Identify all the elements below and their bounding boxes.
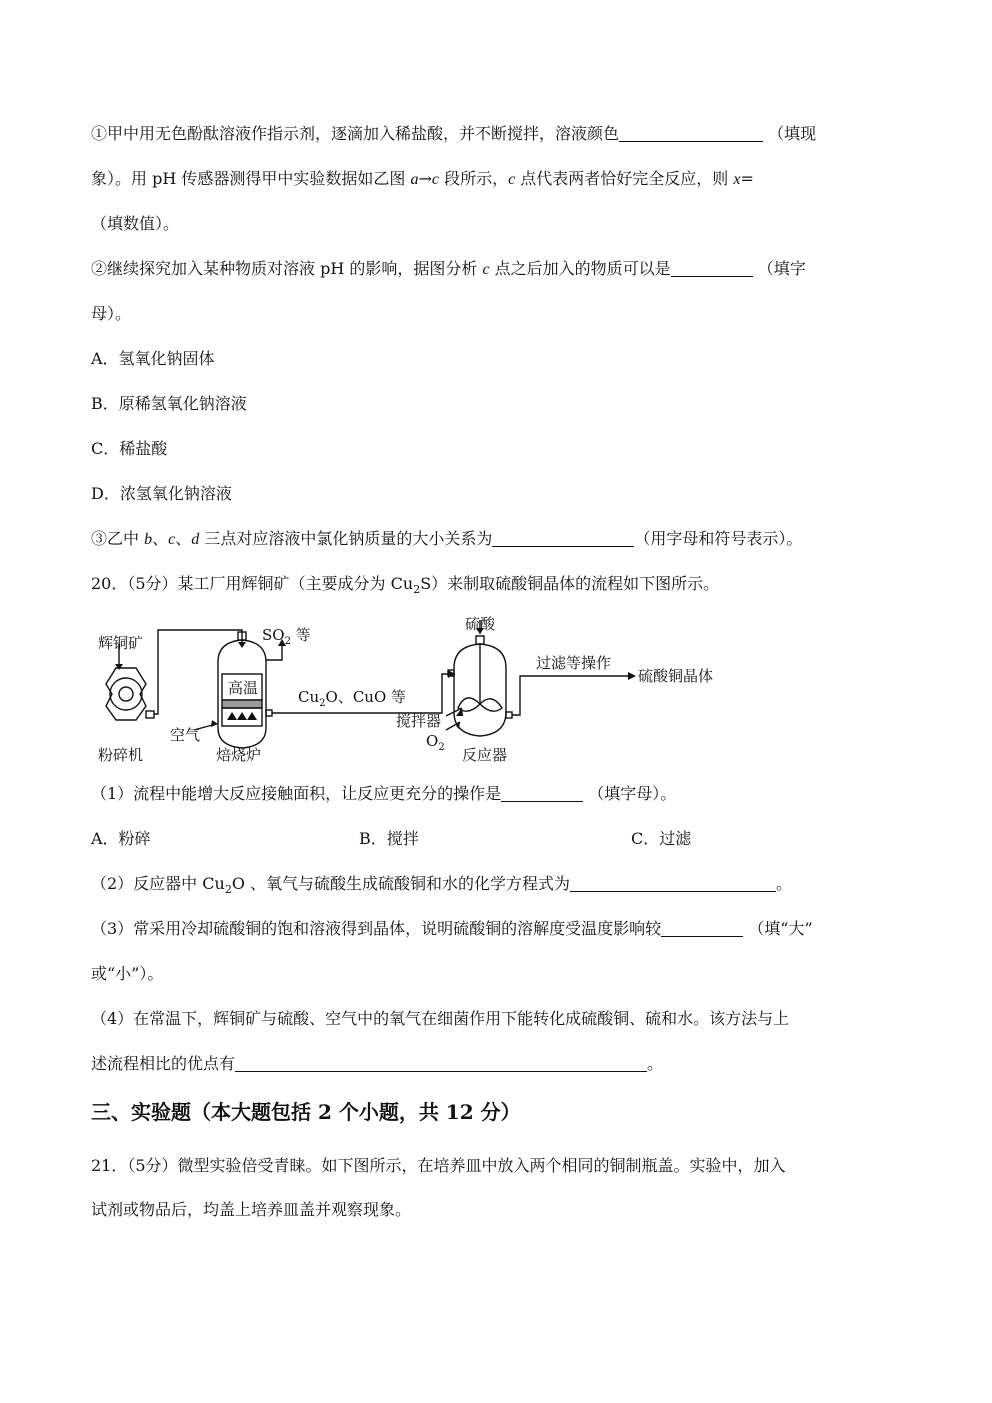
q21-line2: 试剂或物品后，均盖上培养皿盖并观察现象。 — [91, 1200, 412, 1219]
label-sulfuric-acid: 硫酸 — [465, 615, 496, 633]
q19-part1-line3: （填数值）。 — [91, 214, 180, 233]
label-ore: 辉铜矿 — [98, 634, 144, 652]
q20-text: （3）常采用冷却硫酸铜的饱和溶液得到晶体，说明硫酸铜的溶解度受温度影响较 — [91, 919, 662, 938]
answer-blank-relation[interactable] — [492, 528, 634, 547]
q19-option-c: C．稀盐酸 — [91, 439, 168, 458]
q19-text: 段所示， — [438, 169, 509, 188]
q20-sub1-option-c: C．过滤 — [631, 829, 692, 848]
reactor-vessel — [448, 636, 512, 736]
answer-blank-advantage[interactable] — [235, 1053, 647, 1072]
crusher-machine — [106, 668, 154, 720]
q20-text: 述流程相比的优点有 — [91, 1054, 236, 1073]
q19-option-a: A．氢氧化钠固体 — [91, 349, 215, 368]
q19-var: c — [482, 261, 490, 278]
section-heading: 三、实验题（本大题包括 2 个小题，共 12 分） — [91, 1100, 521, 1124]
q20-sub3 — [91, 918, 813, 940]
label-products: $Cu_2O$、CuO 等 — [298, 688, 407, 709]
label-stirrer: 搅拌器 — [396, 712, 442, 730]
q19-hint: （用字母和符号表示）。 — [634, 529, 803, 548]
q20-subscript: 2 — [224, 883, 232, 897]
q19-text: 点之后加入的物质可以是 — [489, 259, 671, 278]
label-furnace: 焙烧炉 — [216, 746, 262, 764]
reactor-to-product-line — [512, 676, 630, 715]
q19-var: c — [431, 171, 439, 188]
q19-var: x — [733, 171, 741, 188]
q19-text: ②继续探究加入某种物质对溶液 pH 的影响，据图分析 — [91, 259, 483, 278]
q19-var: d — [191, 531, 200, 548]
answer-blank-operation[interactable] — [501, 783, 583, 802]
label-reactor: 反应器 — [462, 746, 508, 764]
q19-part2-line1 — [91, 258, 806, 281]
q19-text: 三点对应溶液中氯化钠质量的大小关系为 — [199, 529, 493, 548]
process-flow-diagram — [92, 612, 732, 772]
q20-intro — [91, 573, 719, 601]
label-crusher: 粉碎机 — [98, 746, 144, 764]
q20-hint: （填字母）。 — [588, 784, 677, 803]
label-copper-sulfate-crystal: 硫酸铜晶体 — [638, 667, 714, 685]
q19-part1-line2 — [91, 168, 754, 191]
q20-text: （1）流程中能增大反应接触面积，让反应更充分的操作是 — [91, 784, 502, 803]
q19-text: ③乙中 — [91, 529, 145, 548]
arrowheads — [115, 628, 636, 729]
q19-part1-text: ①甲中用无色酚酞溶液作指示剂，逐滴加入稀盐酸，并不断搅拌，溶液颜色 — [91, 124, 620, 143]
q19-text: = — [740, 169, 754, 188]
q21-line1: 21．（5分）微型实验倍受青睐。如下图所示，在培养皿中放入两个相同的铜制瓶盖。实验中，加入 — [91, 1156, 786, 1175]
q19-part1-line1 — [91, 123, 816, 145]
q20-sub3-line2: 或“小”）。 — [91, 964, 164, 983]
q20-sub1 — [91, 783, 676, 805]
answer-blank-color[interactable] — [619, 123, 763, 142]
q19-text: 象）。用 pH 传感器测得甲中实验数据如乙图 — [91, 169, 411, 188]
label-filter-op: 过滤等操作 — [536, 654, 612, 672]
q20-text: O 、氧气与硫酸生成硫酸铜和水的化学方程式为 — [231, 874, 571, 893]
q19-option-b: B．原稀氢氧化钠溶液 — [91, 394, 247, 413]
answer-blank-equation[interactable] — [570, 873, 776, 892]
q19-var: b — [144, 531, 153, 548]
q19-text: → — [418, 169, 432, 188]
q19-hint: （填字 — [757, 259, 806, 278]
q20-sub2 — [91, 873, 792, 901]
label-air: 空气 — [170, 726, 201, 744]
q19-part3-line — [91, 528, 802, 551]
q19-var: a — [410, 171, 419, 188]
q20-text: S）来制取硫酸铜晶体的流程如下图所示。 — [420, 574, 720, 593]
label-so2: $SO_2$ 等 — [262, 626, 311, 647]
q19-part2-line2: 母）。 — [91, 304, 132, 323]
answer-blank-solubility[interactable] — [661, 918, 743, 937]
q20-sub4-line1: （4）在常温下，辉铜矿与硫酸、空气中的氧气在细菌作用下能转化成硫酸铜、硫和水。该方法与上 — [91, 1009, 790, 1028]
q20-text: 20．（5分）某工厂用辉铜矿（主要成分为 Cu — [91, 574, 414, 593]
q20-sub1-option-b: B．搅拌 — [359, 829, 419, 848]
answer-blank-substance[interactable] — [671, 258, 753, 277]
so2-outlet-line — [266, 644, 282, 660]
q20-sub4-line2 — [91, 1053, 663, 1075]
q20-subscript: 2 — [413, 583, 421, 597]
q19-var: c — [508, 171, 516, 188]
q19-text: 、 — [175, 529, 192, 548]
q20-text: 。 — [776, 874, 793, 893]
q19-text: 、 — [152, 529, 169, 548]
label-high-temp: 高温 — [228, 679, 259, 697]
q19-option-d: D．浓氢氧化钠溶液 — [91, 484, 232, 503]
q20-hint: （填“大” — [748, 919, 813, 938]
q20-text: 。 — [647, 1054, 664, 1073]
q19-var: c — [168, 531, 176, 548]
q20-text: （2）反应器中 Cu — [91, 874, 225, 893]
q19-part1-hint: （填现 — [768, 124, 817, 143]
q19-text: 点代表两者恰好完全反应，则 — [515, 169, 734, 188]
q20-sub1-option-a: A．粉碎 — [91, 829, 151, 848]
label-o2: $O_2$ — [426, 732, 445, 753]
